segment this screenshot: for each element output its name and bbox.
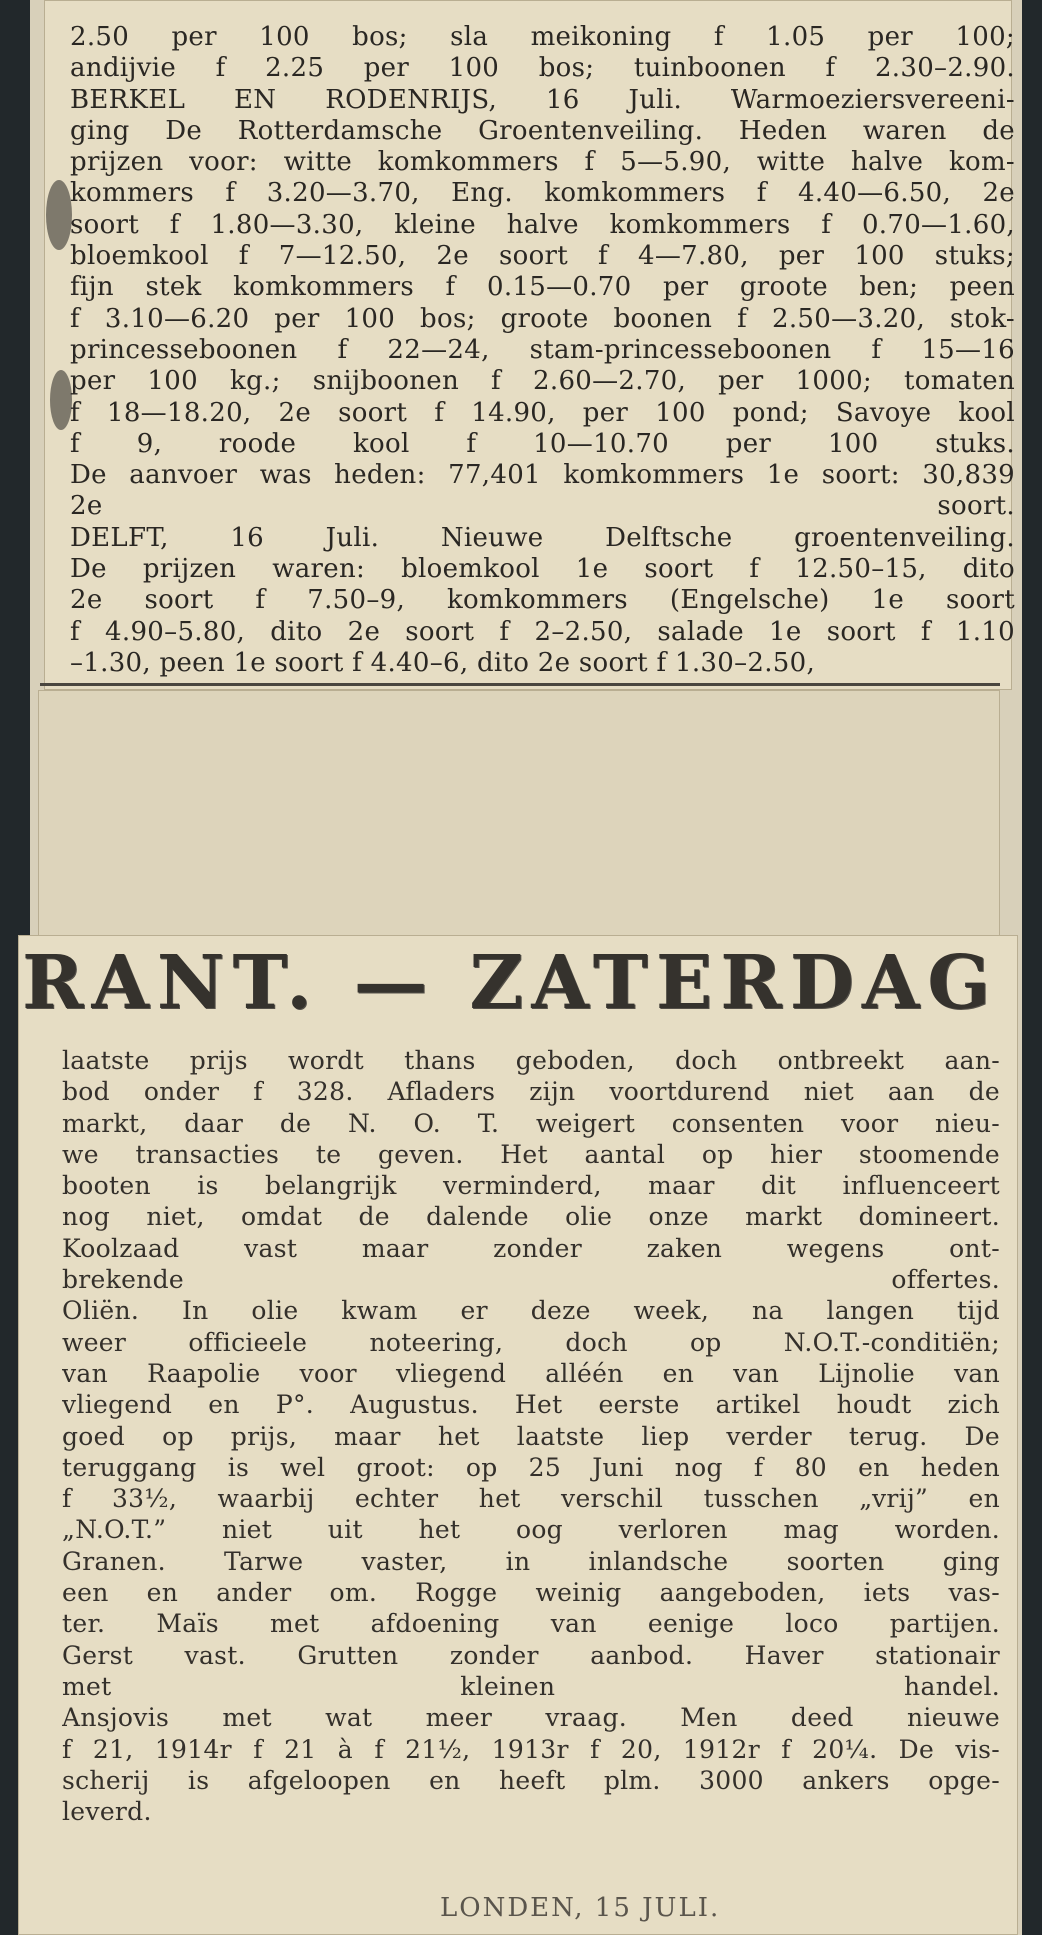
text-line: met kleinen handel.	[62, 1671, 1000, 1701]
text-line: booten is belangrijk verminderd, maar dit influenceert	[62, 1171, 1000, 1201]
commodity-report-column	[62, 1045, 1000, 1827]
clipping-blank-margin	[38, 690, 1000, 940]
text-line: f 3.10—6.20 per 100 bos; groote boonen f 2.50—3.20, stok-	[70, 303, 1015, 334]
text-line: Oliën. In olie kwam er deze week, na langen tijd	[62, 1296, 1000, 1326]
text-line: laatste prijs wordt thans geboden, doch ontbreekt aan-	[62, 1046, 1000, 1075]
ink-stain	[50, 370, 72, 430]
text-line: andijvie f 2.25 per 100 bos; tuinboonen f 2.30–2.90.	[70, 53, 1015, 84]
text-line: Gerst vast. Grutten zonder aanbod. Haver stationair	[62, 1640, 1000, 1670]
text-line: nog niet, omdat de dalende olie onze markt domineert.	[62, 1202, 1000, 1232]
text-line: BERKEL EN RODENRIJS, 16 Juli. Warmoeziersvereeni-	[70, 84, 1015, 115]
text-line: goed op prijs, maar het laatste liep verder terug. De	[62, 1421, 1000, 1451]
text-line: scherij is afgeloopen en heeft plm. 3000 ankers opge-	[62, 1765, 1000, 1795]
text-line: soort f 1.80—3.30, kleine halve komkommers f 0.70—1.60,	[70, 209, 1015, 240]
market-report-column	[70, 22, 1015, 679]
text-line: 2.50 per 100 bos; sla meikoning f 1.05 per 100;	[70, 22, 1015, 52]
text-line: bloemkool f 7—12.50, 2e soort f 4—7.80, per 100 stuks;	[70, 241, 1015, 272]
text-line: vliegend en P°. Augustus. Het eerste artikel houdt zich	[62, 1390, 1000, 1420]
text-line: „N.O.T.” niet uit het oog verloren mag worden.	[62, 1515, 1000, 1545]
ink-stain	[46, 180, 72, 250]
text-line: –1.30, peen 1e soort f 4.40–6, dito 2e soort f 1.30–2.50,	[70, 647, 816, 678]
text-line: fijn stek komkommers f 0.15—0.70 per groote ben; peen	[70, 272, 1015, 303]
text-line: Granen. Tarwe vaster, in inlandsche soorten ging	[62, 1546, 1000, 1576]
text-line: ter. Maïs met afdoening van eenige loco partijen.	[62, 1609, 1000, 1639]
dateline-footer: LONDEN, 15 JULI.	[440, 1893, 721, 1923]
text-line: Koolzaad vast maar zonder zaken wegens ont-	[62, 1233, 1000, 1263]
column-rule	[40, 683, 1000, 686]
text-line: ging De Rotterdamsche Groentenveiling. Heden waren de	[70, 115, 1015, 146]
text-line: we transacties te geven. Het aantal op hier stoomende	[62, 1139, 1000, 1169]
text-line: f 33½, waarbij echter het verschil tusschen „vrij” en	[62, 1484, 1000, 1514]
text-line: f 21, 1914r f 21 à f 21½, 1913r f 20, 1912r f 20¼. De vis-	[62, 1734, 1000, 1764]
text-line: f 18—18.20, 2e soort f 14.90, per 100 pond; Savoye kool	[70, 397, 1015, 428]
text-line: prijzen voor: witte komkommers f 5—5.90, witte halve kom-	[70, 147, 1015, 178]
text-line: teruggang is wel groot: op 25 Juni nog f 80 en heden	[62, 1452, 1000, 1482]
text-line: f 4.90–5.80, dito 2e soort f 2–2.50, salade 1e soort f 1.10	[70, 616, 1015, 647]
text-line: een en ander om. Rogge weinig aangeboden, iets vas-	[62, 1578, 1000, 1608]
text-line: De aanvoer was heden: 77,401 komkommers 1e soort: 30,839	[70, 460, 1015, 491]
text-line: leverd.	[62, 1797, 152, 1827]
text-line: bod onder f 328. Afladers zijn voortdurend niet aan de	[62, 1077, 1000, 1107]
text-line: f 9, roode kool f 10—10.70 per 100 stuks.	[70, 428, 1015, 459]
text-line: Ansjovis met wat meer vraag. Men deed nieuwe	[62, 1703, 1000, 1733]
text-line: kommers f 3.20—3.70, Eng. komkommers f 4.40—6.50, 2e	[70, 178, 1015, 209]
text-line: markt, daar de N. O. T. weigert consenten voor nieu-	[62, 1108, 1000, 1138]
text-line: van Raapolie voor vliegend alléén en van Lijnolie van	[62, 1358, 1000, 1388]
text-line: 2e soort f 7.50–9, komkommers (Engelsche) 1e soort	[70, 585, 1015, 616]
text-line: DELFT, 16 Juli. Nieuwe Delftsche groentenveiling.	[70, 522, 1015, 553]
text-line: De prijzen waren: bloemkool 1e soort f 12.50–15, dito	[70, 554, 1015, 585]
text-line: brekende offertes.	[62, 1265, 1000, 1295]
text-line: per 100 kg.; snijboonen f 2.60—2.70, per 1000; tomaten	[70, 366, 1015, 397]
text-line: 2e soort.	[70, 491, 1015, 522]
text-line: weer officieele noteering, doch op N.O.T.-conditiën;	[62, 1327, 1000, 1357]
text-line: princesseboonen f 22—24, stam-princesseboonen f 15—16	[70, 334, 1015, 365]
newspaper-masthead: RANT. — ZATERDAG	[22, 940, 999, 1020]
